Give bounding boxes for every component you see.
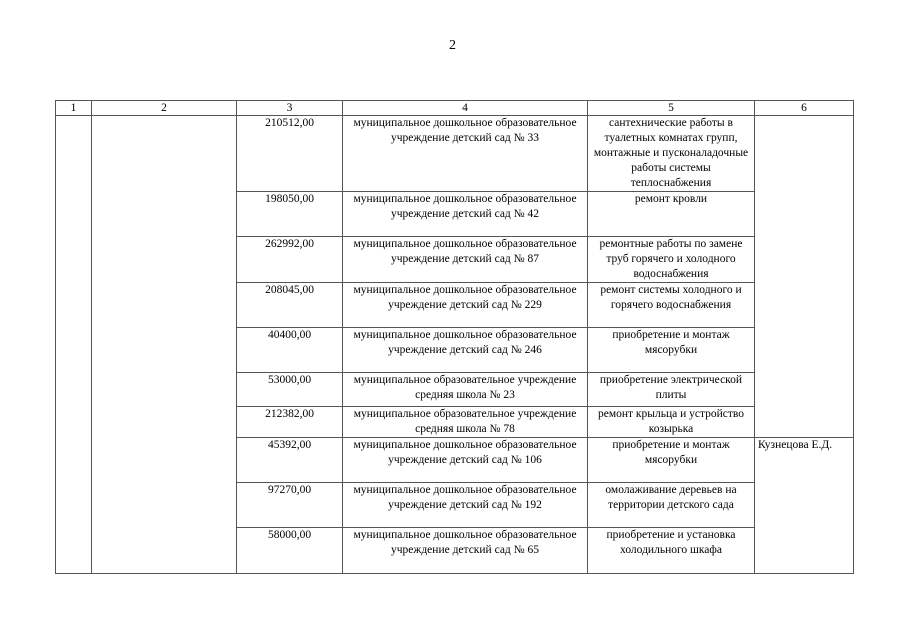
- col-header-6: 6: [755, 101, 854, 116]
- amount-cell: 198050,00: [237, 192, 343, 237]
- responsible-cell: Кузнецова Е.Д.: [755, 438, 854, 574]
- institution-cell: муниципальное образовательное учреждение средняя школа № 78: [343, 407, 588, 438]
- amount-cell: 53000,00: [237, 373, 343, 407]
- institution-cell: муниципальное дошкольное образовательное учреждение детский сад № 33: [343, 116, 588, 192]
- col-header-2: 2: [92, 101, 237, 116]
- amount-cell: 40400,00: [237, 328, 343, 373]
- institution-cell: муниципальное дошкольное образовательное учреждение детский сад № 192: [343, 483, 588, 528]
- work-cell: ремонт кровли: [588, 192, 755, 237]
- work-cell: приобретение электрической плиты: [588, 373, 755, 407]
- amount-cell: 262992,00: [237, 237, 343, 283]
- col-header-3: 3: [237, 101, 343, 116]
- work-cell: омолаживание деревьев на территории детского сада: [588, 483, 755, 528]
- cell-col1-merged: [56, 116, 92, 574]
- cell-col2-merged: [92, 116, 237, 574]
- institution-cell: муниципальное дошкольное образовательное учреждение детский сад № 229: [343, 283, 588, 328]
- col-header-5: 5: [588, 101, 755, 116]
- institution-cell: муниципальное дошкольное образовательное учреждение детский сад № 87: [343, 237, 588, 283]
- cell-col6-top: [755, 116, 854, 438]
- amount-cell: 45392,00: [237, 438, 343, 483]
- table-row: [56, 116, 854, 192]
- work-cell: приобретение и монтаж мясорубки: [588, 328, 755, 373]
- amount-cell: 97270,00: [237, 483, 343, 528]
- work-cell: приобретение и установка холодильного шкафа: [588, 528, 755, 574]
- work-cell: ремонтные работы по замене труб горячего и холодного водоснабжения: [588, 237, 755, 283]
- institution-cell: муниципальное образовательное учреждение средняя школа № 23: [343, 373, 588, 407]
- work-cell: приобретение и монтаж мясорубки: [588, 438, 755, 483]
- institution-cell: муниципальное дошкольное образовательное учреждение детский сад № 246: [343, 328, 588, 373]
- amount-cell: 210512,00: [237, 116, 343, 192]
- institution-cell: муниципальное дошкольное образовательное учреждение детский сад № 106: [343, 438, 588, 483]
- col-header-1: 1: [56, 101, 92, 116]
- institution-cell: муниципальное дошкольное образовательное учреждение детский сад № 42: [343, 192, 588, 237]
- document-table: [55, 100, 854, 574]
- amount-cell: 212382,00: [237, 407, 343, 438]
- page-number: 2: [449, 38, 456, 53]
- work-cell: ремонт системы холодного и горячего водоснабжения: [588, 283, 755, 328]
- institution-cell: муниципальное дошкольное образовательное учреждение детский сад № 65: [343, 528, 588, 574]
- work-cell: сантехнические работы в туалетных комнатах групп, монтажные и пусконаладочные работы системы теплоснабжения: [588, 116, 755, 192]
- amount-cell: 58000,00: [237, 528, 343, 574]
- work-cell: ремонт крыльца и устройство козырька: [588, 407, 755, 438]
- col-header-4: 4: [343, 101, 588, 116]
- header-row: [56, 101, 854, 116]
- amount-cell: 208045,00: [237, 283, 343, 328]
